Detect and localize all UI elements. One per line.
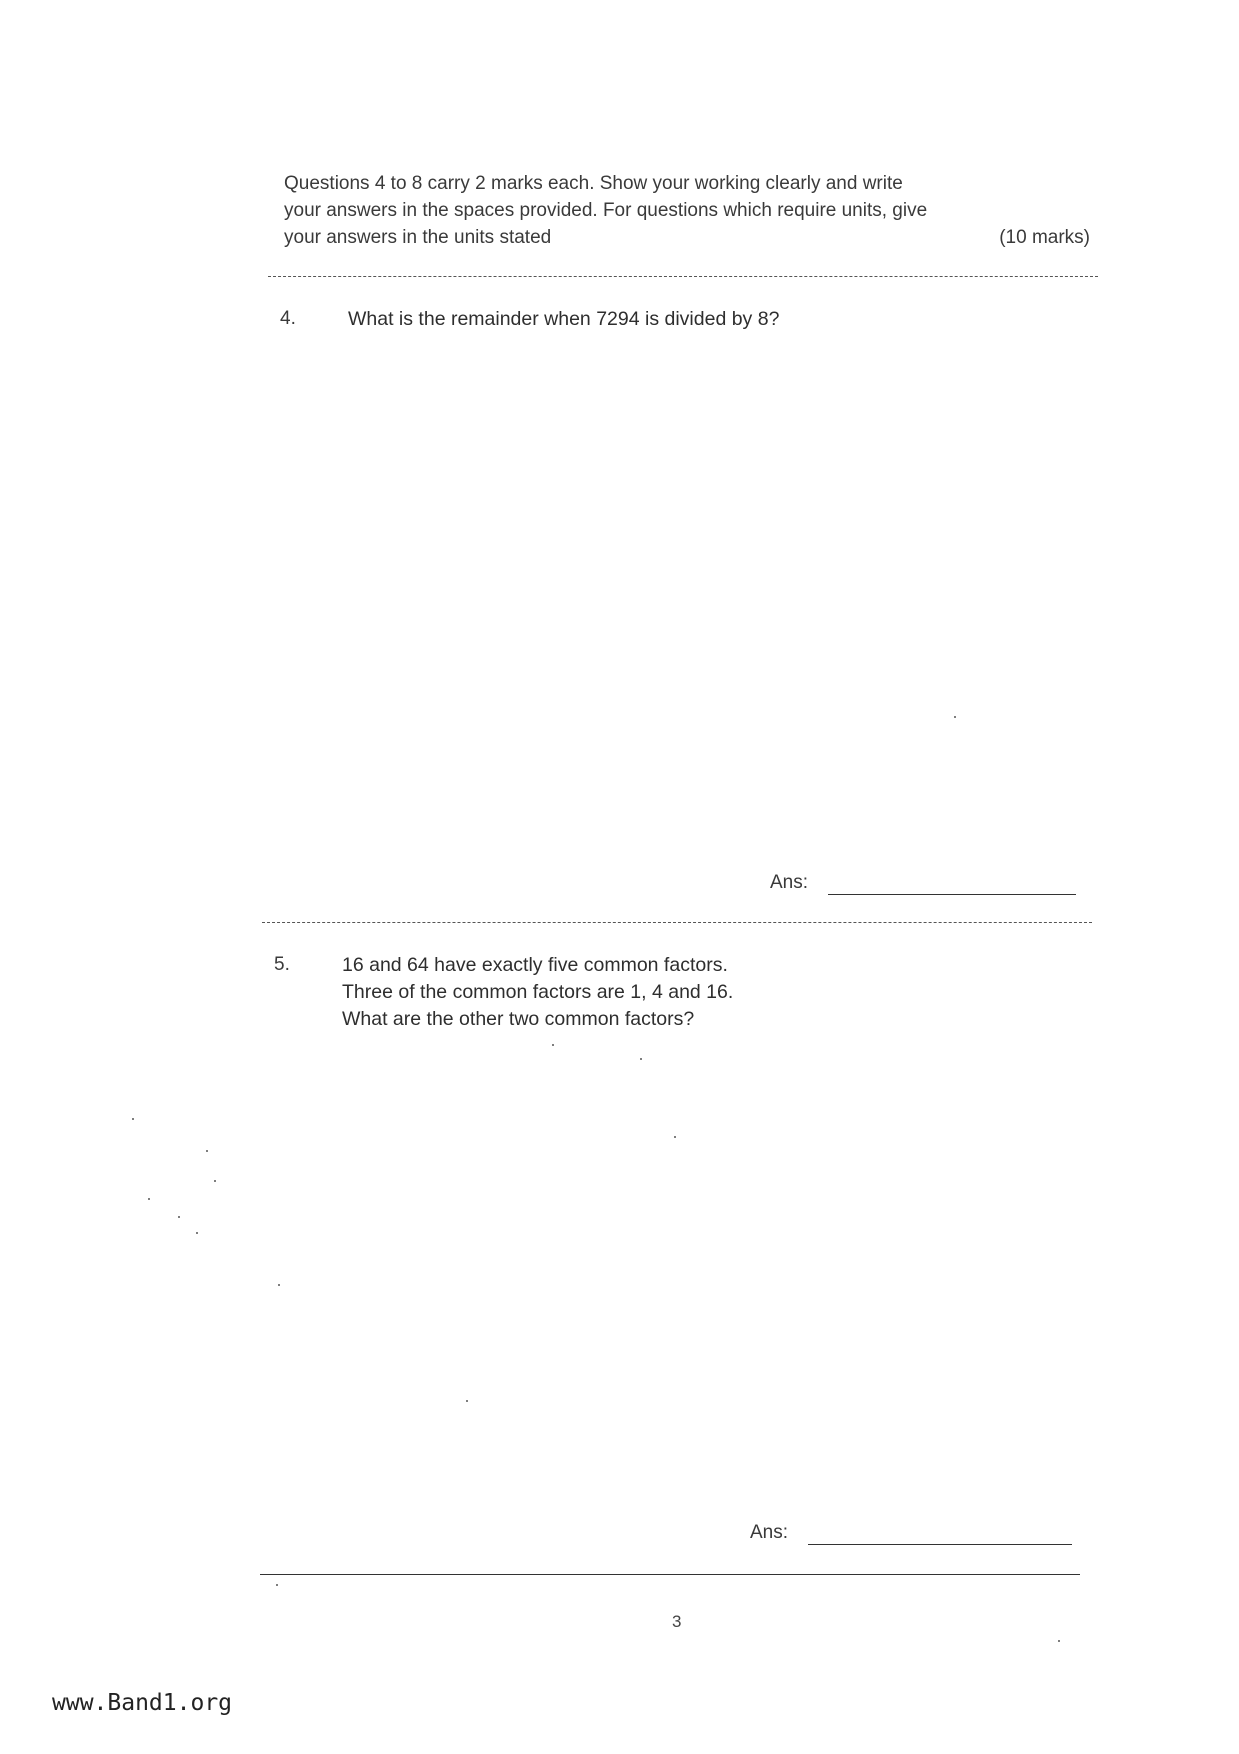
scan-speck: [276, 1584, 278, 1586]
question-5-answer-label: Ans:: [750, 1522, 789, 1543]
question-4-answer-label: Ans:: [770, 872, 809, 893]
scan-speck: [954, 716, 956, 718]
instructions: [284, 170, 1090, 251]
bottom-separator: [260, 1574, 1080, 1575]
scan-speck: [1058, 1640, 1060, 1642]
instructions-line-3: your answers in the units stated: [284, 227, 552, 248]
question-5-line-2: Three of the common factors are 1, 4 and 16.: [342, 981, 734, 1003]
scan-speck: [278, 1284, 280, 1286]
scan-speck: [178, 1216, 180, 1218]
question-5-number: 5.: [274, 954, 290, 975]
instructions-separator: [268, 276, 1098, 277]
question-5-line-1: 16 and 64 have exactly five common factors.: [342, 954, 728, 976]
scan-speck: [640, 1058, 642, 1060]
scan-speck: [466, 1400, 468, 1402]
question-4-number: 4.: [280, 308, 296, 329]
scan-speck: [196, 1232, 198, 1234]
page-number: 3: [672, 1612, 682, 1631]
question-4-answer-line[interactable]: [828, 894, 1076, 895]
instructions-line-2: your answers in the spaces provided. For questions which require units, give: [284, 200, 928, 221]
footer-website: www.Band1.org: [52, 1690, 233, 1716]
scan-speck: [132, 1118, 134, 1120]
scan-speck: [552, 1044, 554, 1046]
scan-speck: [674, 1136, 676, 1138]
question-4-text: [348, 306, 779, 333]
marks-total: (10 marks): [999, 227, 1090, 248]
question-5-line-3: What are the other two common factors?: [342, 1008, 695, 1030]
question-5-text: [342, 952, 733, 1033]
instructions-line-1: Questions 4 to 8 carry 2 marks each. Show your working clearly and write: [284, 173, 903, 194]
scan-speck: [206, 1150, 208, 1152]
scan-speck: [214, 1180, 216, 1182]
question-5-answer-line[interactable]: [808, 1544, 1072, 1545]
scan-speck: [148, 1198, 150, 1200]
question-4-line-1: What is the remainder when 7294 is divided by 8?: [348, 308, 780, 330]
question-separator: [262, 922, 1092, 923]
